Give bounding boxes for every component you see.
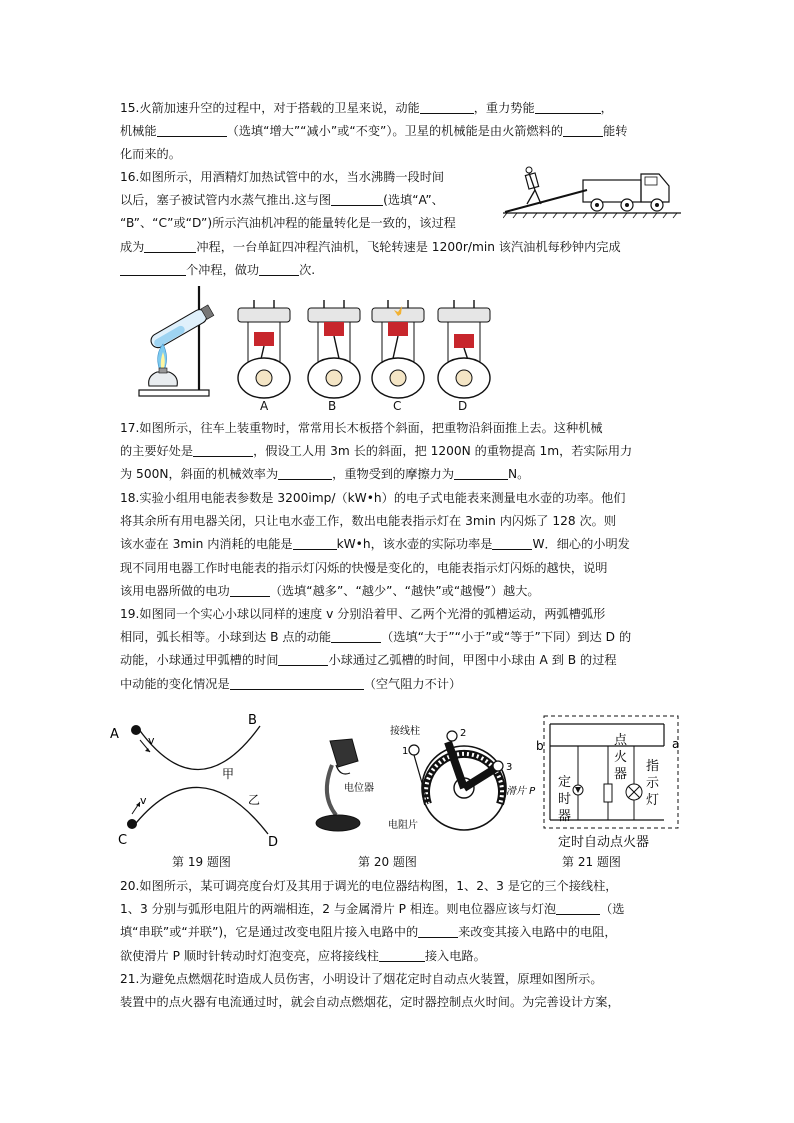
truck-ramp-figure xyxy=(503,160,681,220)
potentiometer-label: 电位器 xyxy=(344,783,374,794)
question-18: 18.实验小组用电能表参数是 3200imp/（kW•h）的电子式电能表来测量电水壶的功率。他们 将其余所有用电器关闭，只让电水壶工作，数出电能表指示灯在 3min 内闪烁了 128 次。则 该水壶在 3min 内消耗的电能是 kW•h，该水壶的实际功率是 W．细心的小明发 现不同用电器工作时电能表的指示灯闪烁的快慢是变化的，电能表指示灯闪烁的越快，说明 该用电器所做的电功 （选填“越多”、“越少”、“越快”或“越慢”）越大。 xyxy=(120,491,630,598)
figure-20-lamp xyxy=(310,735,390,837)
question-20: 20.如图所示，某可调亮度台灯及其用于调光的电位器结构图，1、2、3 是它的三个接线柱， 1、3 分别与弧形电阻片的两端相连，2 与金属滑片 P 相连。则电位器应该与灯泡 （选 填“串联”或“并联”)，它是通过改变电阻片接入电路中的 来改变其接入电路中的电阻， 欲使滑片 P 顺时针转动时灯泡变亮，应将接线柱 接入电路。 xyxy=(120,879,625,963)
engine-diagram-d xyxy=(438,300,490,398)
answer-blank[interactable] xyxy=(193,442,253,457)
circuit-title: 定时自动点火器 xyxy=(558,835,650,850)
timer-label-1: 定 xyxy=(558,775,572,790)
engine-strokes-figure xyxy=(232,296,498,412)
groove-yi-label: 乙 xyxy=(248,793,261,807)
igniter-label-2: 火 xyxy=(614,750,628,765)
caption-fig20: 第 20 题图 xyxy=(358,855,417,869)
figure-21-circuit xyxy=(530,710,690,852)
lamp-label-1: 指 xyxy=(646,759,660,774)
velocity-label-1: v xyxy=(148,734,155,747)
answer-blank[interactable] xyxy=(556,900,600,915)
q15-line2: 机械能 （选填“增大”“减小”或“不变”）。卫星的机械能是由火箭燃料的 能转 xyxy=(120,124,628,139)
terminal-3-label: 3 xyxy=(506,762,513,773)
answer-blank[interactable] xyxy=(144,238,196,253)
resistor-sheet-label: 电阻片 xyxy=(388,820,418,831)
question-16: 16.如图所示，用酒精灯加热试管中的水，当水沸腾一段时间 以后，塞子被试管内水蒸气推出.这与图 (选填“A”、 “B”、“C”或“D”)所示汽油机冲程的能量转化是一致的，该过程 成为 冲程，一台单缸四冲程汽油机，飞轮转速是 1200r/min 该汽油机每秒钟内完成 个冲程，做功 次. xyxy=(120,170,621,277)
terminal-1-label: 1 xyxy=(402,746,409,757)
question-17: 17.如图所示，往车上装重物时，常常用长木板搭个斜面，把重物沿斜面推上去。这种机械 的主要好处是 ，假设工人用 3m 长的斜面，把 1200N 的重物提高 1m，若实际用力 为 500N，斜面的机械效率为 ，重物受到的摩擦力为 N。 xyxy=(120,421,633,482)
caption-fig21: 第 21 题图 xyxy=(562,855,621,869)
answer-blank[interactable] xyxy=(454,465,508,480)
answer-blank[interactable] xyxy=(420,99,474,114)
point-d-label: D xyxy=(268,835,279,850)
timer-label-2: 时 xyxy=(558,792,572,807)
terminal-2-label: 2 xyxy=(460,728,467,739)
answer-blank[interactable] xyxy=(418,923,458,938)
engine-diagram-a xyxy=(238,300,290,398)
answer-blank[interactable] xyxy=(563,122,603,137)
answer-blank[interactable] xyxy=(230,582,270,597)
question-15 xyxy=(120,97,680,167)
lamp-label-3: 灯 xyxy=(646,793,660,808)
velocity-label-2: v xyxy=(140,794,147,807)
point-a-label: A xyxy=(110,727,119,742)
point-c-label: C xyxy=(118,833,128,848)
answer-blank[interactable] xyxy=(259,261,299,276)
test-tube-heating-figure xyxy=(135,282,225,400)
answer-blank[interactable] xyxy=(278,651,328,666)
question-21: 21.为避免点燃烟花时造成人员伤害，小明设计了烟花定时自动点火装置，原理如图所示。 装置中的点火器有电流通过时，就会自动点燃烟花，定时器控制点火时间。为完善设计方案， xyxy=(120,972,620,1010)
engine-label-d: D xyxy=(458,399,468,413)
answer-blank[interactable] xyxy=(379,947,425,962)
timer-label-3: 器 xyxy=(558,809,572,824)
answer-blank[interactable] xyxy=(230,675,364,690)
point-b-label: B xyxy=(248,713,257,728)
engine-label-b: B xyxy=(328,399,337,413)
figure-19-arcs xyxy=(106,708,296,850)
lamp-label-2: 示 xyxy=(646,776,660,791)
igniter-label-1: 点 xyxy=(614,733,628,748)
terminal-a-label: a xyxy=(672,737,680,751)
question-19: 19.如图同一个实心小球以同样的速度 v 分别沿着甲、乙两个光滑的弧槽运动，两弧槽弧形 相同，弧长相等。小球到达 B 点的动能 （选填“大于”“小于”或“等于”下同）到达 D 的 动能，小球通过甲弧槽的时间 小球通过乙弧槽的时间，甲图中小球由 A 到 B 的过程 中动能的变化情况是 （空气阻力不计） xyxy=(120,607,632,691)
answer-blank[interactable] xyxy=(157,122,227,137)
slider-label: 滑片 P xyxy=(506,786,536,797)
answer-blank[interactable] xyxy=(278,465,332,480)
engine-label-c: C xyxy=(393,399,402,413)
answer-blank[interactable] xyxy=(535,99,601,114)
answer-blank[interactable] xyxy=(331,628,381,643)
engine-diagram-c xyxy=(372,300,424,398)
answer-blank[interactable] xyxy=(120,261,186,276)
igniter-label-3: 器 xyxy=(614,767,628,782)
answer-blank[interactable] xyxy=(293,535,337,550)
engine-diagram-b xyxy=(308,300,360,398)
caption-fig19: 第 19 题图 xyxy=(172,855,231,869)
terminal-b-label: b xyxy=(536,739,544,753)
answer-blank[interactable] xyxy=(331,191,383,206)
terminal-post-label: 接线柱 xyxy=(390,726,420,737)
q15-line3: 化而来的。 xyxy=(120,147,181,162)
groove-jia-label: 甲 xyxy=(222,767,235,781)
q15-line1: 15.火箭加速升空的过程中，对于搭载的卫星来说，动能 ，重力势能 ， xyxy=(120,101,613,115)
engine-label-a: A xyxy=(260,399,269,413)
answer-blank[interactable] xyxy=(492,535,532,550)
